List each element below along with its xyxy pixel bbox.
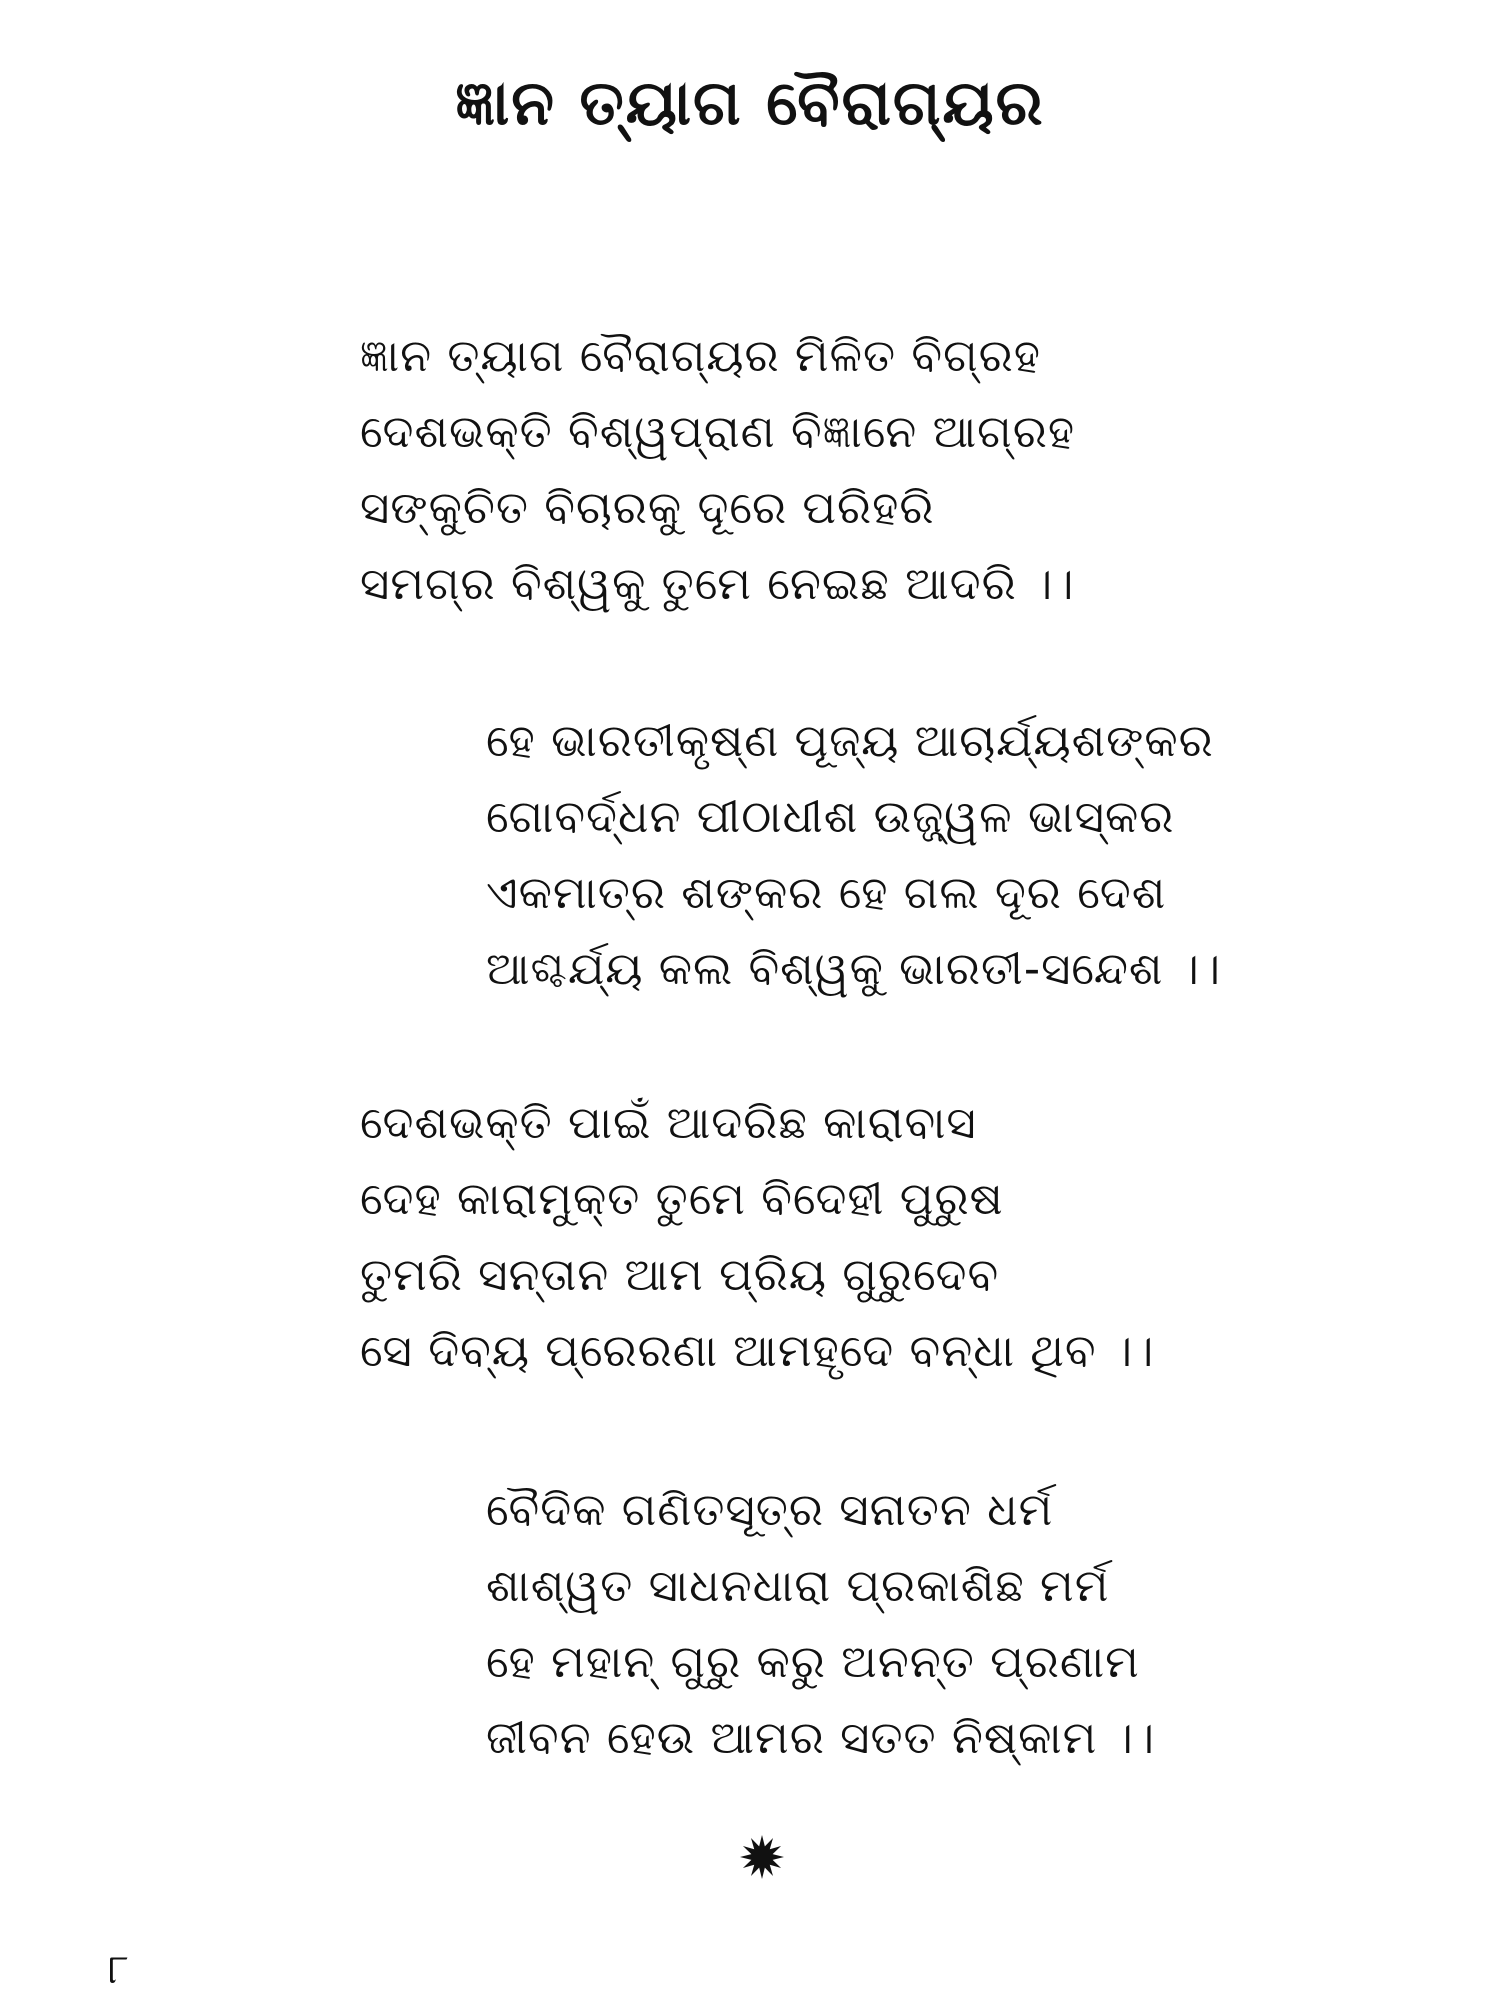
stanza-4	[486, 1472, 1155, 1776]
poem-line: ବୈଦିକ ଗଣିତସୂତ୍ର ସନାତନ ଧର୍ମ	[486, 1483, 1054, 1536]
poem-line: ହେ ମହାନ୍ ଗୁରୁ କରୁ ଅନନ୍ତ ପ୍ରଣାମ	[486, 1635, 1140, 1688]
poem-line: ସଙ୍କୁଚିତ ବିଚାରକୁ ଦୂରେ ପରିହରି	[360, 481, 935, 534]
poem-line: ସମଗ୍ର ବିଶ୍ୱକୁ ତୁମେ ନେଇଛ ଆଦରି ।।	[360, 557, 1075, 610]
page-number: ୮	[108, 1947, 129, 1993]
stanza-1	[360, 318, 1075, 622]
poem-line: ଦେଶଭକ୍ତି ପାଇଁ ଆଦରିଛ କାରାବାସ	[360, 1096, 977, 1149]
poem-line: ଜୀବନ ହେଉ ଆମର ସତତ ନିଷ୍କାମ ।।	[486, 1711, 1156, 1764]
poem-line: ହେ ଭାରତୀକୃଷ୍ଣ ପୂଜ୍ୟ ଆଚାର୍ଯ୍ୟଶଙ୍କର	[486, 714, 1214, 767]
poem-title: ଜ୍ଞାନ ତ୍ୟାଗ ବୈରାଗ୍ୟର	[455, 66, 1045, 139]
poem-line: ତୁମରି ସନ୍ତାନ ଆମ ପ୍ରିୟ ଗୁରୁଦେବ	[360, 1248, 1000, 1301]
poem-line: ଦେଶଭକ୍ତି ବିଶ୍ୱପ୍ରାଣ ବିଜ୍ଞାନେ ଆଗ୍ରହ	[360, 405, 1076, 458]
poem-line: ଗୋବର୍ଦ୍ଧନ ପୀଠାଧୀଶ ଉଜ୍ଜ୍ୱଳ ଭାସ୍କର	[486, 790, 1175, 843]
stanza-3	[360, 1085, 1154, 1389]
poem-line: ଆଶ୍ଚର୍ଯ୍ୟ କଲ ବିଶ୍ୱକୁ ଭାରତୀ-ସନ୍ଦେଶ ।।	[486, 942, 1222, 995]
stanza-2	[486, 703, 1221, 1007]
starburst-icon	[738, 1833, 786, 1881]
poem-line: ସେ ଦିବ୍ୟ ପ୍ରେରଣା ଆମହୃଦେ ବନ୍ଧା ଥିବ ।।	[360, 1324, 1155, 1377]
poem-line: ଦେହ କାରାମୁକ୍ତ ତୁମେ ବିଦେହୀ ପୁରୁଷ	[360, 1172, 1004, 1225]
poem-line: ଶାଶ୍ୱତ ସାଧନଧାରା ପ୍ରକାଶିଛ ମର୍ମ	[486, 1559, 1110, 1612]
poem-line: ଜ୍ଞାନ ତ୍ୟାଗ ବୈରାଗ୍ୟର ମିଳିତ ବିଗ୍ରହ	[360, 329, 1041, 382]
poem-line: ଏକମାତ୍ର ଶଙ୍କର ହେ ଗଲ ଦୂର ଦେଶ	[486, 866, 1167, 919]
